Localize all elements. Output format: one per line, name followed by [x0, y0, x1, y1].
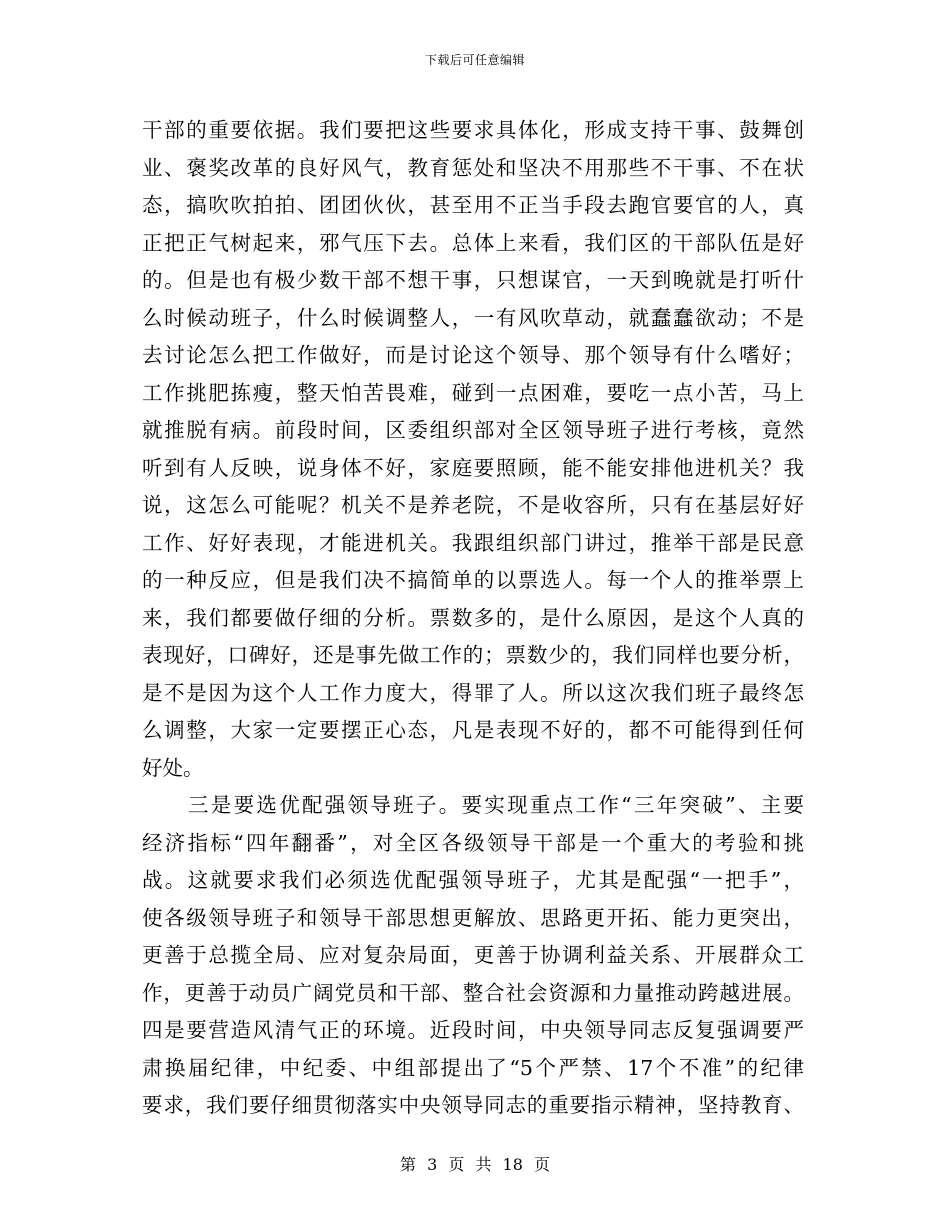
body-line: 正把正气树起来，邪气压下去。总体上来看，我们区的干部队伍是好	[142, 230, 804, 255]
body-line: 经济指标“四年翻番”，对全区各级领导干部是一个重大的考验和挑	[142, 830, 804, 855]
body-line: 去讨论怎么把工作做好，而是讨论这个领导、那个领导有什么嗜好；	[142, 343, 804, 367]
body-text	[142, 112, 804, 1125]
body-line: 态，搞吹吹拍拍、团团伙伙，甚至用不正当手段去跑官要官的人，真	[142, 193, 804, 217]
body-line: 说，这怎么可能呢？机关不是养老院，不是收容所，只有在基层好好	[142, 493, 804, 517]
body-line: 干部的重要依据。我们要把这些要求具体化，形成支持干事、鼓舞创	[142, 118, 804, 142]
body-line: 表现好，口碑好，还是事先做工作的；票数少的，我们同样也要分析，	[142, 643, 804, 667]
body-line: 工作挑肥拣瘦，整天怕苦畏难，碰到一点困难，要吃一点小苦，马上	[142, 380, 804, 405]
page-footer: 第 3 页 共 18 页	[400, 1155, 550, 1174]
body-line: 四是要营造风清气正的环境。近段时间，中央领导同志反复强调要严	[142, 1018, 804, 1042]
body-line: 听到有人反映，说身体不好，家庭要照顾，能不能安排他进机关？我	[142, 455, 804, 480]
body-line: 三是要选优配强领导班子。要实现重点工作“三年突破”、主要	[188, 793, 804, 817]
body-line: 就推脱有病。前段时间，区委组织部对全区领导班子进行考核，竟然	[142, 418, 804, 442]
body-line: 更善于总揽全局、应对复杂局面，更善于协调利益关系、开展群众工	[142, 943, 804, 967]
body-line: 战。这就要求我们必须选优配强领导班子，尤其是配强“一把手”，	[142, 868, 804, 892]
body-line: 来，我们都要做仔细的分析。票数多的，是什么原因，是这个人真的	[142, 605, 804, 630]
body-line: 的。但是也有极少数干部不想干事，只想谋官，一天到晚就是打听什	[142, 268, 804, 292]
body-line: 肃换届纪律，中纪委、中组部提出了“5个严禁、17个不准”的纪律	[142, 1055, 804, 1080]
body-line: 作，更善于动员广阔党员和干部、整合社会资源和力量推动跨越进展。	[142, 980, 804, 1005]
body-line: 么调整，大家一定要摆正心态，凡是表现不好的，都不可能得到任何	[142, 718, 804, 742]
body-line: 是不是因为这个人工作力度大，得罪了人。所以这次我们班子最终怎	[142, 680, 804, 705]
body-line: 使各级领导班子和领导干部思想更解放、思路更开拓、能力更突出，	[142, 905, 804, 930]
body-line: 的一种反应，但是我们决不搞简单的以票选人。每一个人的推举票上	[142, 568, 804, 592]
body-line: 要求，我们要仔细贯彻落实中央领导同志的重要指示精神，坚持教育、	[142, 1093, 804, 1117]
page-header: 下载后可任意编辑	[424, 53, 525, 67]
body-line: 好处。	[142, 755, 204, 780]
body-line: 业、褒奖改革的良好风气，教育惩处和坚决不用那些不干事、不在状	[142, 155, 804, 180]
body-line: 么时候动班子，什么时候调整人，一有风吹草动，就蠢蠢欲动；不是	[142, 305, 804, 330]
body-line: 工作、好好表现，才能进机关。我跟组织部门讲过，推举干部是民意	[142, 530, 804, 555]
